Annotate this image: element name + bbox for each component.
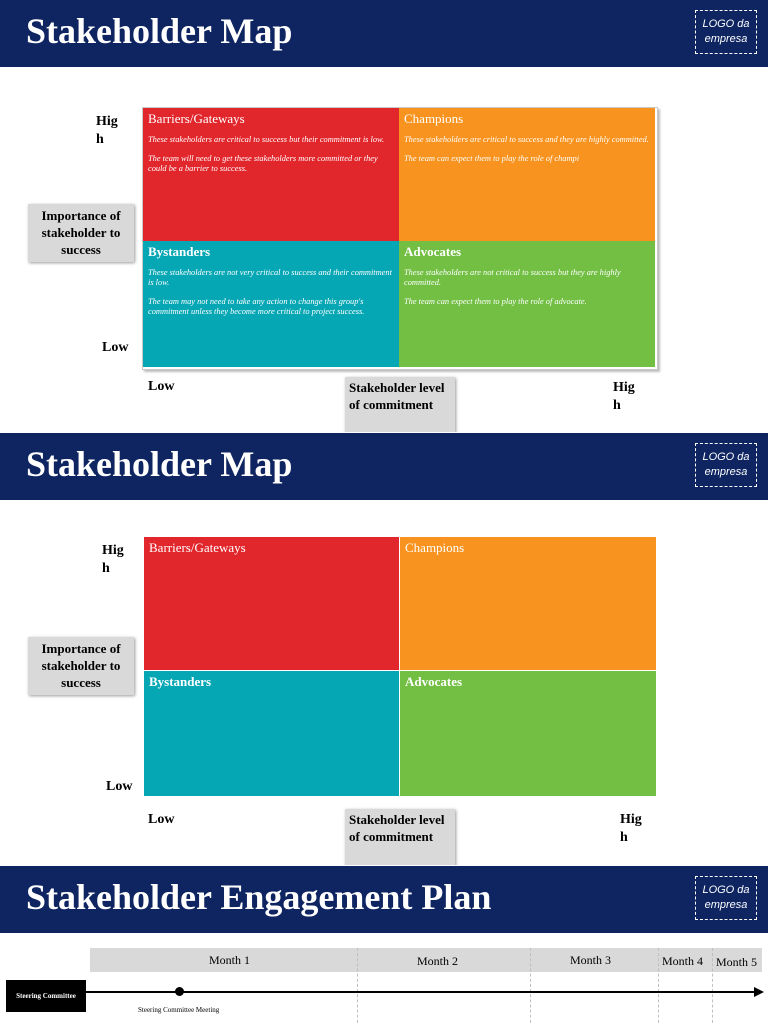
y-axis-low-label: Low [102, 340, 129, 355]
month-divider [658, 948, 659, 1024]
x-axis-low-label: Low [148, 379, 175, 394]
y-axis-title-box: Importance of stakeholder to success [28, 637, 134, 695]
timeline-arrow-head-icon [754, 987, 764, 997]
month-divider [530, 948, 531, 1024]
month-label: Month 3 [570, 953, 612, 967]
quadrant-barriers-gateways [144, 537, 399, 670]
x-axis-high-label: Hig h [620, 812, 642, 845]
logo-placeholder: LOGO da empresa [695, 443, 757, 487]
quadrant-description: The team may not need to take any action to change this group's commitment unless they become more critical to project success. [148, 297, 365, 316]
milestone-label: Steering Committee Meeting [138, 1006, 220, 1014]
slide-header [0, 433, 768, 500]
x-axis-high-label: Hig h [613, 380, 635, 413]
quadrant-title: Barriers/Gateways [149, 540, 246, 555]
quadrant-description: The team can expect them to play the role of champi [404, 154, 580, 163]
row-label-steering-committee: Steering Committee [6, 980, 86, 1012]
quadrant-description: These stakeholders are not very critical to success and their commitment is low. [148, 268, 392, 287]
quadrant-title: Advocates [404, 244, 462, 259]
quadrant-advocates [400, 671, 656, 796]
quadrant-title: Bystanders [148, 244, 211, 259]
x-axis-title-box: Stakeholder level of commitment [345, 377, 455, 432]
x-axis-low-label: Low [148, 812, 175, 827]
quadrant-title: Advocates [405, 674, 463, 689]
timeline-arrow-line [86, 991, 756, 993]
y-axis-low-label: Low [106, 779, 133, 794]
slide-title: Stakeholder Engagement Plan [26, 877, 492, 917]
slide-stakeholder-map-blank [0, 433, 768, 865]
quadrant-title: Barriers/Gateways [148, 111, 245, 126]
month-divider [357, 948, 358, 1024]
slide-header [0, 866, 768, 933]
month-label: Month 2 [417, 954, 459, 968]
slide-stakeholder-map-detailed [0, 0, 768, 432]
quadrant-description: These stakeholders are not critical to success but they are highly committed. [404, 268, 621, 287]
y-axis-high-label: Hig h [102, 543, 124, 576]
quadrant-description: These stakeholders are critical to success and they are highly committed. [404, 135, 649, 144]
quadrant-bystanders [144, 671, 399, 796]
x-axis-title-box: Stakeholder level of commitment [345, 809, 455, 865]
quadrant-title: Champions [404, 111, 464, 126]
quadrant-advocates [399, 241, 655, 367]
y-axis-high-label: Hig h [96, 114, 118, 147]
slide-title: Stakeholder Map [26, 444, 293, 484]
month-divider [712, 948, 713, 1024]
milestone-marker-icon [175, 987, 184, 996]
quadrant-bystanders [143, 241, 399, 367]
quadrant-description: These stakeholders are critical to success but their commitment is low. [148, 135, 385, 144]
quadrant-champions [400, 537, 656, 670]
quadrant-title: Bystanders [149, 674, 212, 689]
quadrant-title: Champions [405, 540, 465, 555]
quadrant-champions [399, 108, 655, 241]
month-label: Month 1 [209, 953, 251, 967]
month-label: Month 4 [662, 954, 704, 968]
logo-placeholder: LOGO da empresa [695, 10, 757, 54]
month-label: Month 5 [716, 955, 758, 969]
slide-engagement-plan [0, 866, 768, 1024]
quadrant-barriers-gateways [143, 108, 399, 241]
quadrant-description: The team will need to get these stakeholders more committed or they could be a barrier to success. [148, 154, 378, 173]
slide-title: Stakeholder Map [26, 11, 293, 51]
y-axis-title-box: Importance of stakeholder to success [28, 204, 134, 262]
quadrant-description: The team can expect them to play the role of advocate. [404, 297, 587, 306]
slide-header [0, 0, 768, 67]
logo-placeholder: LOGO da empresa [695, 876, 757, 920]
